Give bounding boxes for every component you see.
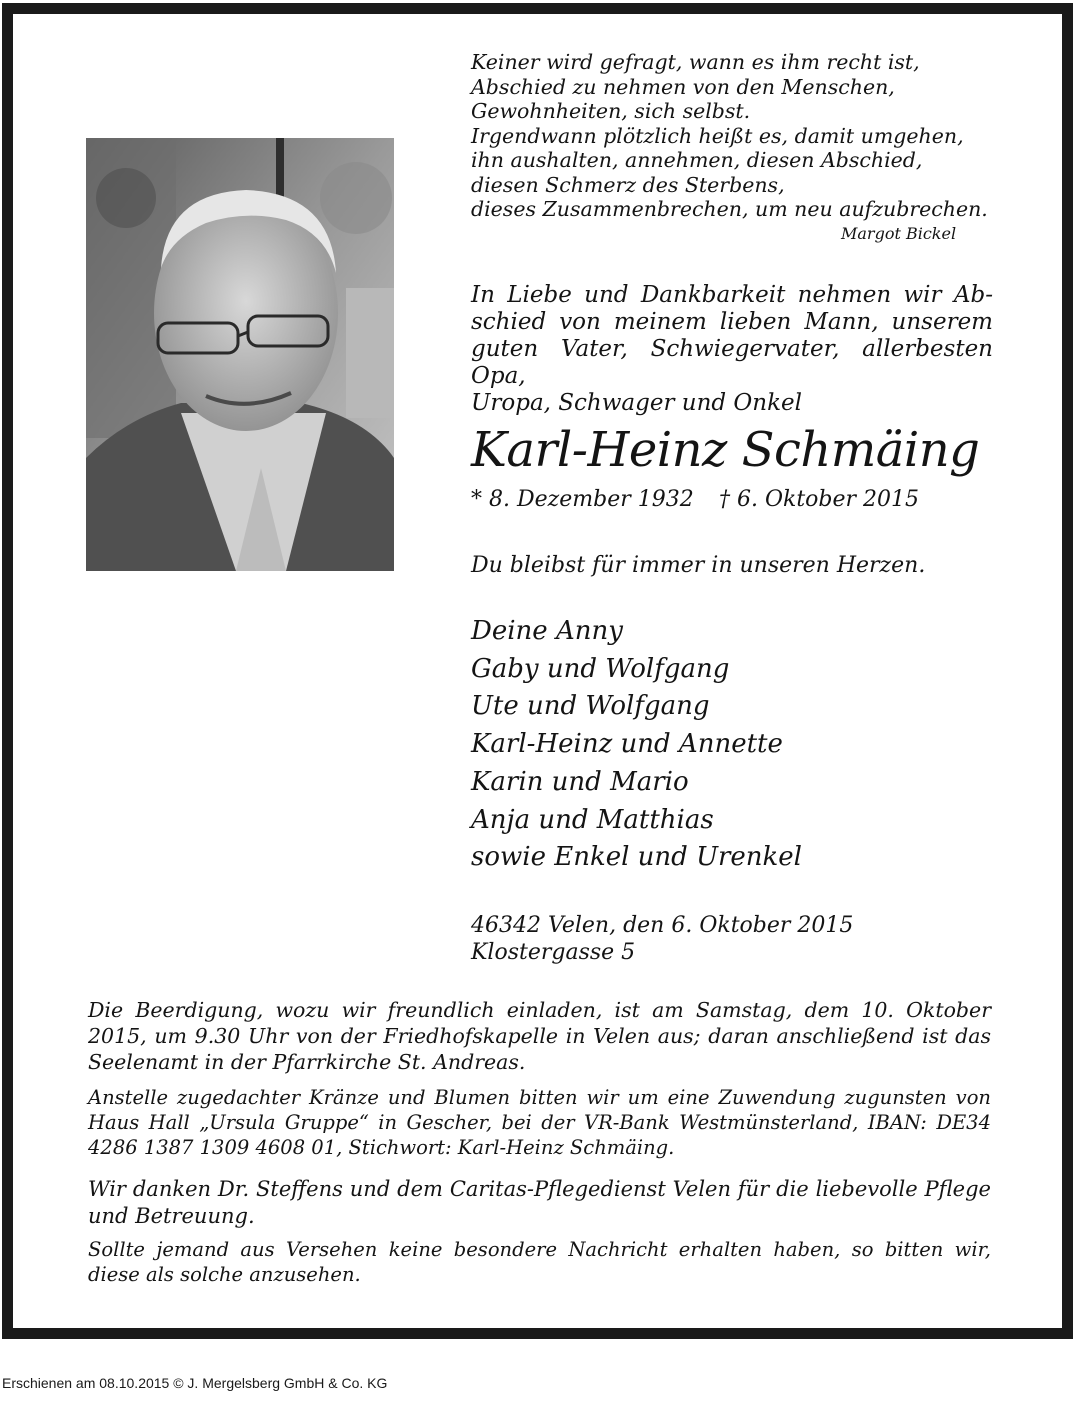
poem-line: diesen Schmerz des Sterbens, [471,172,785,197]
funeral-paragraph: Die Beerdigung, wozu wir freundlich einladen, ist am Samstag, dem 10. Oktober 2015, um 9.30 Uhr von der Friedhofskapelle in Velen aus; daran anschließend ist das Seelenamt in der Pfarrkirche St. Andreas. [88,998,991,1074]
birth-date: * 8. Dezember 1932 [471,487,694,512]
thanks-paragraph: Wir danken Dr. Steffens und dem Caritas-Pflegedienst Velen für die liebevolle Pflege und Betreuung. [88,1177,991,1228]
place-and-date [471,912,853,966]
poem-line: Keiner wird gefragt, wann es ihm recht ist, [471,50,920,74]
family-member: Karin und Mario [471,766,689,797]
poem-line: Gewohnheiten, sich selbst. [471,99,751,123]
city-date: 46342 Velen, den 6. Oktober 2015 [471,913,854,938]
poem-author: Margot Bickel [841,224,957,243]
poem [471,50,1001,222]
intro-line: In Liebe und Dankbarkeit nehmen wir Ab- [471,282,993,308]
family-member: Ute und Wolfgang [471,691,710,722]
poem-line: Abschied zu nehmen von den Menschen, [471,74,895,99]
intro-text [471,282,993,417]
motto: Du bleibst für immer in unseren Herzen. [471,553,926,578]
portrait-image [86,138,394,571]
portrait-photo [86,138,394,571]
poem-line: ihn aushalten, annehmen, diesen Abschied, [471,148,923,172]
publication-footer: Erschienen am 08.10.2015 © J. Mergelsberg GmbH & Co. KG [2,1375,388,1391]
poem-line: dieses Zusammenbrechen, um neu aufzubrechen. [471,197,988,221]
intro-line: guten Vater, Schwiegervater, allerbesten Opa, [471,336,993,389]
family-member: Karl-Heinz und Annette [471,729,783,760]
family-member: Deine Anny [471,616,623,646]
street-address: Klostergasse 5 [471,940,636,965]
family-member: Gaby und Wolfgang [471,653,730,684]
poem-line: Irgendwann plötzlich heißt es, damit umgehen, [471,123,964,148]
intro-line: schied von meinem lieben Mann, unserem [471,309,993,335]
family-member: Anja und Matthias [471,804,714,835]
family-list [471,613,802,877]
intro-line: Uropa, Schwager und Onkel [471,390,803,416]
life-dates [471,485,919,515]
donation-paragraph: Anstelle zugedachter Kränze und Blumen bitten wir um eine Zuwendung zugunsten von Haus Hall „Ursula Gruppe“ in Gescher, bei der VR-Bank Westmünsterland, IBAN: DE34 4286 1387 1309 4608 01, Stichwort: Karl-Heinz Schmäing. [88,1086,991,1159]
death-date: † 6. Oktober 2015 [719,487,920,512]
family-member: sowie Enkel und Urenkel [471,842,802,873]
deceased-name: Karl-Heinz Schmäing [471,422,980,478]
notice-paragraph: Sollte jemand aus Versehen keine besondere Nachricht erhalten haben, so bitten wir, diese als solche anzusehen. [88,1238,991,1286]
